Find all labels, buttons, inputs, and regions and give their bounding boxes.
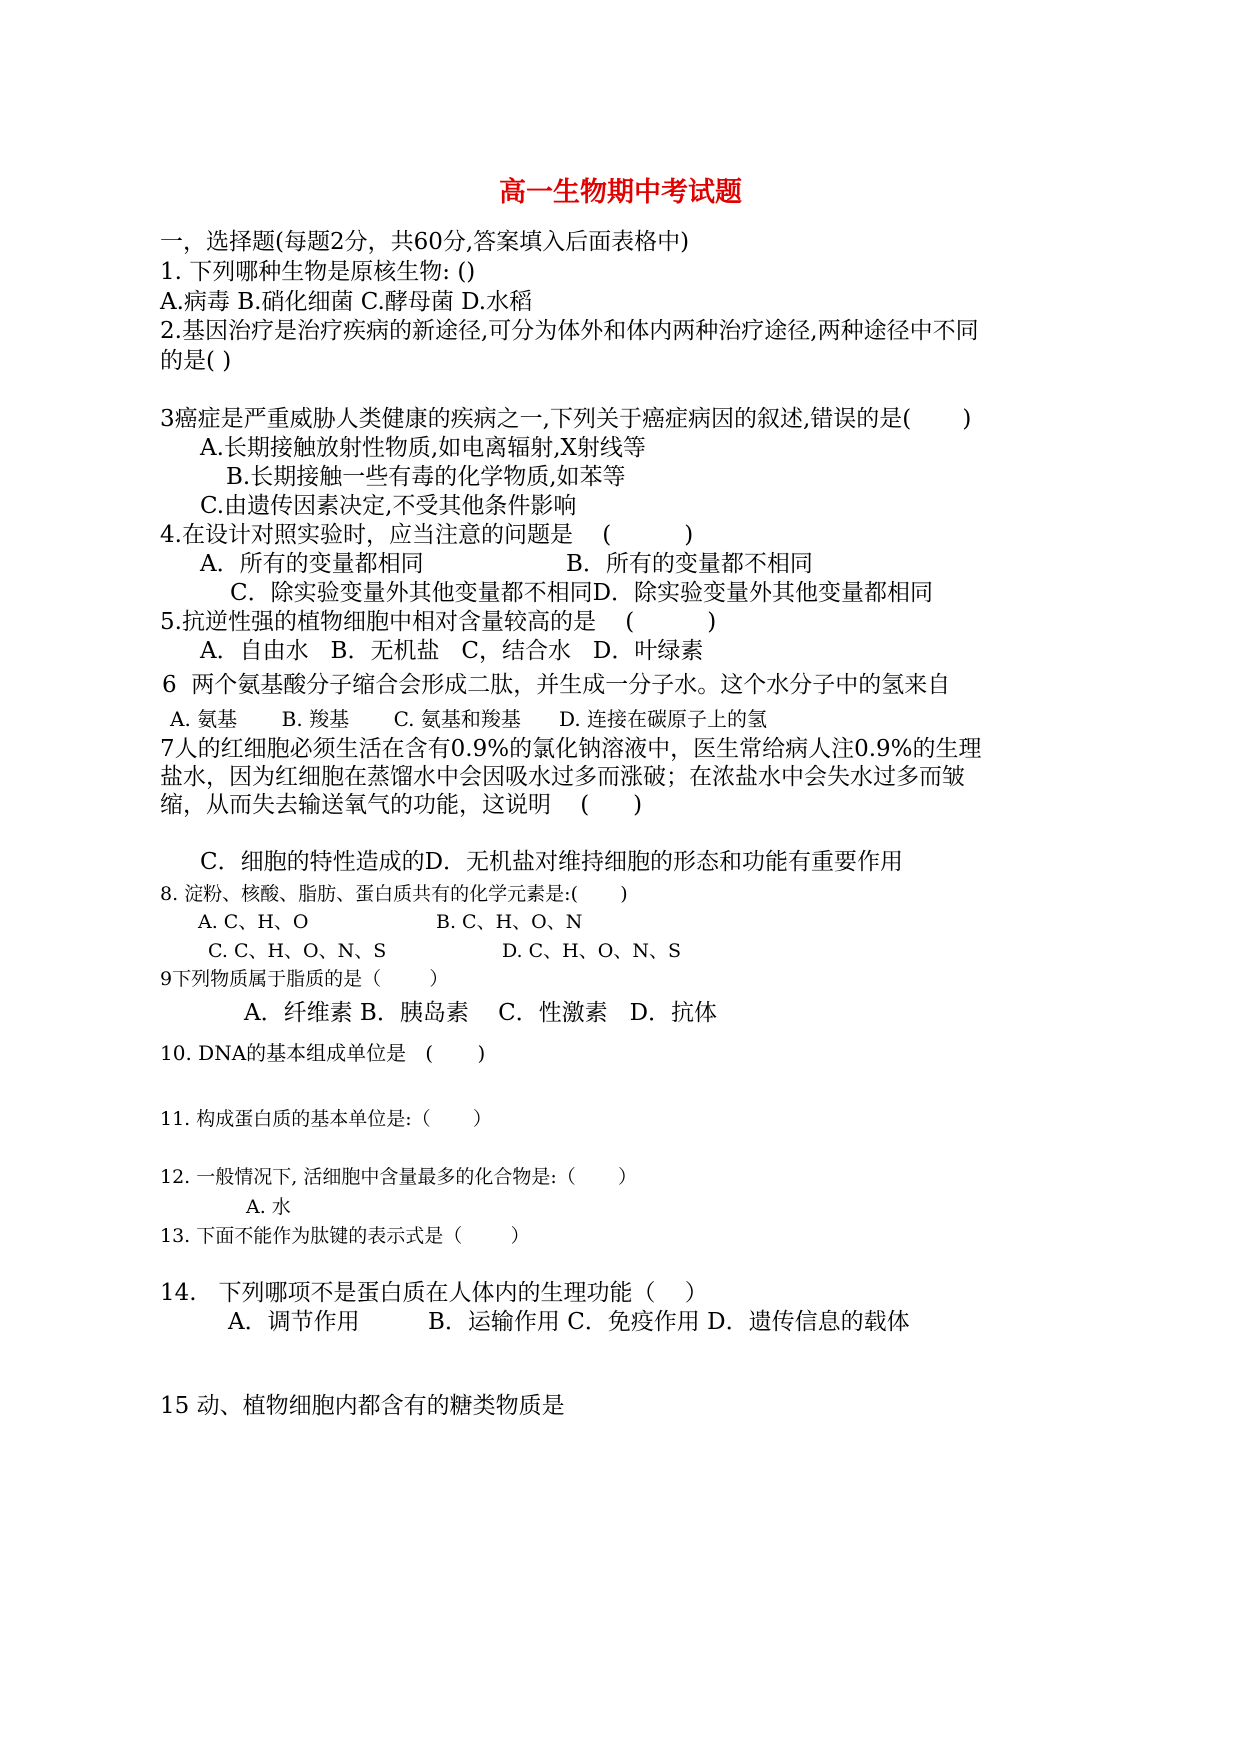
question-14: 14. 下列哪项不是蛋白质在人体内的生理功能（ ） bbox=[160, 1280, 708, 1306]
question-1-options: A.病毒 B.硝化细菌 C.酵母菌 D.水稻 bbox=[160, 289, 533, 315]
question-8-option-a: A. C、H、O bbox=[198, 911, 309, 933]
question-4-option-a: A．所有的变量都相同 bbox=[200, 551, 424, 577]
question-3-option-b: B.长期接触一些有毒的化学物质,如苯等 bbox=[226, 464, 626, 490]
question-1: 1. 下列哪种生物是原核生物: () bbox=[160, 259, 476, 285]
exam-title: 高一生物期中考试题 bbox=[499, 177, 742, 208]
question-7: 7人的红细胞必须生活在含有0.9%的氯化钠溶液中，医生常给病人注0.9%的生理 bbox=[160, 736, 982, 762]
question-2-cont: 的是( ) bbox=[160, 348, 232, 374]
section-heading: 一，选择题(每题2分，共60分,答案填入后面表格中) bbox=[160, 229, 690, 255]
question-8: 8. 淀粉、核酸、脂肪、蛋白质共有的化学元素是:( ) bbox=[160, 883, 628, 905]
question-4-options-cd: C．除实验变量外其他变量都不相同D．除实验变量外其他变量都相同 bbox=[230, 580, 934, 606]
question-7-cont-2: 缩，从而失去输送氧气的功能，这说明 ( ) bbox=[160, 792, 643, 818]
question-9-options: A．纤维素 B．胰岛素 C．性激素 D．抗体 bbox=[244, 1000, 718, 1026]
question-5-options: A．自由水 B．无机盐 C，结合水 D．叶绿素 bbox=[200, 638, 704, 664]
question-14-option-a: A．调节作用 bbox=[228, 1309, 360, 1335]
question-9: 9下列物质属于脂质的是（ ） bbox=[160, 968, 449, 990]
question-3-option-a: A.长期接触放射性物质,如电离辐射,X射线等 bbox=[200, 435, 646, 461]
question-5: 5.抗逆性强的植物细胞中相对含量较高的是 ( ) bbox=[160, 609, 717, 635]
question-8-option-b: B. C、H、O、N bbox=[436, 911, 583, 933]
question-13: 13. 下面不能作为肽键的表示式是（ ） bbox=[160, 1225, 530, 1247]
question-15: 15 动、植物细胞内都含有的糖类物质是 bbox=[160, 1393, 565, 1419]
question-6-options: A. 氨基 B. 羧基 C. 氨基和羧基 D. 连接在碳原子上的氢 bbox=[170, 707, 768, 731]
question-3-option-c: C.由遗传因素决定,不受其他条件影响 bbox=[200, 493, 577, 519]
question-4-option-b: B．所有的变量都不相同 bbox=[566, 551, 813, 577]
question-11: 11. 构成蛋白质的基本单位是:（ ） bbox=[160, 1108, 492, 1130]
question-10: 10. DNA的基本组成单位是 ( ) bbox=[160, 1041, 486, 1065]
question-6: 6 两个氨基酸分子缩合会形成二肽，并生成一分子水。这个水分子中的氢来自 bbox=[162, 672, 951, 698]
question-8-option-c: C. C、H、O、N、S bbox=[208, 940, 387, 962]
question-7-options-cd: C．细胞的特性造成的D．无机盐对维持细胞的形态和功能有重要作用 bbox=[200, 849, 904, 875]
question-12-option-a: A. 水 bbox=[246, 1196, 291, 1218]
question-8-option-d: D. C、H、O、N、S bbox=[502, 940, 681, 962]
question-4: 4.在设计对照实验时，应当注意的问题是 ( ) bbox=[160, 522, 694, 548]
question-14-options-bcd: B．运输作用 C．免疫作用 D．遗传信息的载体 bbox=[428, 1309, 910, 1335]
question-3: 3癌症是严重威胁人类健康的疾病之一,下列关于癌症病因的叙述,错误的是( ) bbox=[160, 406, 972, 432]
question-7-cont-1: 盐水，因为红细胞在蒸馏水中会因吸水过多而涨破；在浓盐水中会失水过多而皱 bbox=[160, 764, 965, 790]
question-12: 12. 一般情况下, 活细胞中含量最多的化合物是:（ ） bbox=[160, 1166, 638, 1188]
question-2: 2.基因治疗是治疗疾病的新途径,可分为体外和体内两种治疗途径,两种途径中不同 bbox=[160, 318, 979, 344]
